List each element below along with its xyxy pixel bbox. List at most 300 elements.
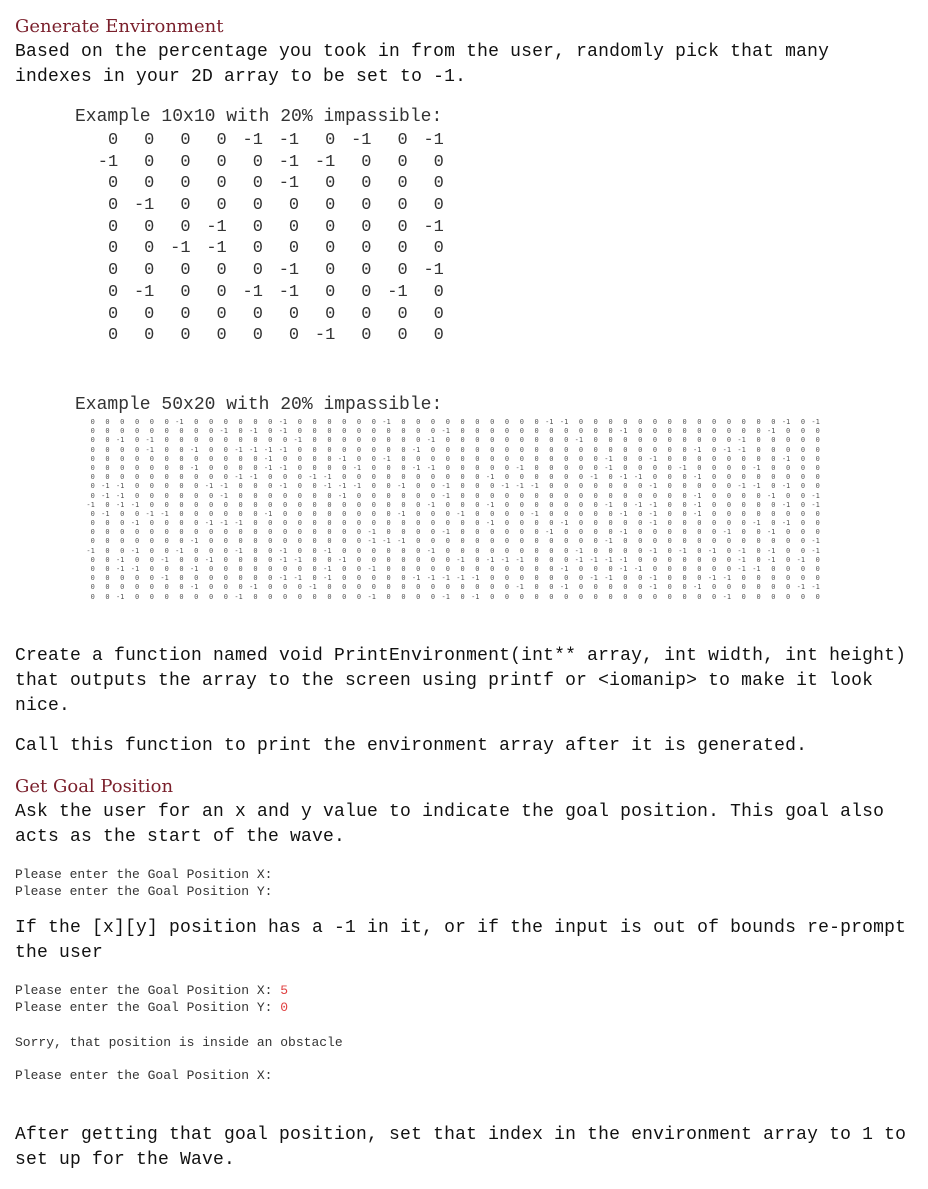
grid-cell: -1: [160, 555, 169, 564]
grid-cell: -1: [737, 482, 746, 491]
grid-cell: 0: [134, 555, 140, 564]
grid-cell: -1: [619, 509, 628, 518]
grid-cell: 0: [593, 500, 598, 509]
grid-cell: 0: [401, 463, 406, 472]
grid-cell: 0: [342, 583, 347, 592]
grid-cell: 0: [238, 574, 243, 583]
grid-cell: 0: [712, 592, 717, 601]
grid-cell: 0: [164, 565, 169, 573]
grid-cell: 0: [386, 436, 391, 445]
grid-cell: 0: [238, 436, 243, 445]
grid-cell: -1: [752, 482, 761, 491]
grid-cell: 0: [578, 454, 584, 463]
grid-cell: 0: [519, 436, 524, 445]
grid-cell: 0: [771, 463, 776, 472]
grid-cell: 0: [623, 445, 628, 454]
grid-cell: 0: [534, 473, 539, 482]
grid-cell: 0: [386, 583, 391, 592]
grid-cell: 0: [490, 436, 495, 445]
grid-cell: 0: [490, 583, 495, 592]
grid-cell: -1: [471, 574, 480, 583]
grid-cell: 0: [194, 592, 199, 601]
grid-cell: -1: [648, 574, 658, 583]
grid-cell: 0: [741, 574, 746, 583]
grid-cell: 0: [549, 454, 554, 463]
grid-cell: 0: [712, 583, 717, 592]
grid-cell: -1: [160, 509, 169, 518]
grid-cell: 0: [578, 445, 584, 454]
grid-cell: 0: [356, 519, 362, 528]
grid-cell: -1: [722, 592, 732, 601]
grid-cell: -1: [678, 546, 687, 555]
grid-cell: 0: [216, 326, 227, 346]
grid-cell: 0: [593, 583, 598, 592]
grid-cell: -1: [387, 282, 408, 302]
grid-cell: 0: [342, 427, 347, 436]
heading-get-goal-position: Get Goal Position: [15, 776, 174, 797]
grid-cell: 0: [430, 528, 436, 537]
grid-cell: 0: [786, 565, 791, 573]
grid-cell: -1: [693, 473, 702, 482]
grid-cell: 0: [534, 537, 539, 546]
grid-cell: 0: [726, 537, 732, 546]
grid-row: [82, 130, 444, 152]
grid-cell: 0: [397, 196, 408, 216]
grid-cell: -1: [633, 500, 643, 509]
grid-cell: -1: [145, 509, 154, 518]
grid-cell: 0: [593, 436, 598, 445]
grid-row: [80, 583, 820, 592]
grid-cell: 0: [371, 519, 376, 528]
grid-cell: 0: [490, 463, 495, 472]
grid-cell: -1: [242, 131, 263, 150]
grid-cell: 0: [194, 427, 199, 436]
grid-cell: 0: [312, 454, 317, 463]
grid-cell: 0: [741, 509, 746, 518]
grid-cell: 0: [756, 418, 761, 426]
grid-cell: 0: [534, 565, 539, 573]
grid-cell: 0: [194, 528, 199, 537]
grid-cell: 0: [371, 445, 376, 454]
grid-cell: 0: [623, 574, 628, 583]
grid-cell: 0: [144, 131, 155, 150]
grid-cell: -1: [97, 152, 119, 172]
grid-cell: 0: [342, 473, 347, 482]
grid-cell: 0: [107, 261, 119, 281]
grid-cell: 0: [164, 436, 169, 445]
grid-cell: 0: [433, 152, 444, 172]
grid-cell: 0: [312, 482, 317, 491]
grid-cell: 0: [519, 491, 524, 500]
grid-cell: 0: [667, 445, 672, 454]
grid-cell: 0: [726, 583, 732, 592]
grid-cell: 0: [771, 537, 776, 546]
grid-cell: 0: [312, 445, 317, 454]
grid-cell: 0: [800, 500, 806, 509]
grid-cell: 0: [519, 445, 524, 454]
grid-cell: 0: [578, 592, 584, 601]
grid-cell: -1: [604, 537, 613, 546]
grid-cell: 0: [120, 509, 125, 518]
grid-cell: 0: [433, 282, 444, 302]
grid-cell: -1: [693, 509, 702, 518]
grid-cell: 0: [149, 565, 154, 573]
grid-cell: 0: [282, 592, 288, 601]
grid-cell: 0: [564, 491, 569, 500]
grid-cell: 0: [623, 491, 628, 500]
grid-cell: 0: [90, 436, 95, 445]
grid-cell: 0: [638, 418, 643, 426]
grid-cell: -1: [367, 592, 376, 601]
grid-cell: 0: [386, 574, 391, 583]
grid-cell: 0: [223, 463, 228, 472]
grid-cell: 0: [120, 427, 125, 436]
grid-cell: -1: [130, 519, 140, 528]
grid-cell: -1: [648, 500, 658, 509]
grid-cell: 0: [356, 418, 362, 426]
grid-cell: 0: [490, 509, 495, 518]
grid-cell: 0: [682, 592, 687, 601]
grid-row: [80, 574, 820, 583]
grid-cell: 0: [386, 491, 391, 500]
grid-cell: 0: [312, 555, 317, 564]
grid-cell: 0: [682, 583, 687, 592]
grid-cell: 0: [815, 436, 820, 445]
grid-cell: 0: [223, 509, 228, 518]
grid-cell: -1: [781, 500, 791, 509]
grid-cell: -1: [352, 482, 362, 491]
grid-cell: 0: [208, 592, 214, 601]
grid-cell: 0: [120, 418, 125, 426]
grid-cell: 0: [312, 546, 317, 555]
grid-cell: 0: [416, 555, 421, 564]
grid-cell: 0: [430, 519, 436, 528]
grid-cell: 0: [216, 261, 227, 281]
grid-cell: 0: [371, 482, 376, 491]
grid-cell: 0: [107, 326, 119, 346]
grid-cell: 0: [460, 427, 465, 436]
grid-cell: -1: [485, 473, 495, 482]
grid-cell: 0: [268, 592, 273, 601]
grid-cell: 0: [534, 463, 539, 472]
grid-cell: 0: [608, 436, 613, 445]
grid-cell: 0: [208, 583, 214, 592]
grid-cell: -1: [604, 574, 613, 583]
grid-cell: 0: [608, 528, 613, 537]
grid-cell: 0: [223, 454, 228, 463]
grid-cell: 0: [105, 454, 110, 463]
grid-cell: 0: [312, 537, 317, 546]
grid-cell: 0: [800, 473, 806, 482]
grid-cell: 0: [697, 528, 702, 537]
grid-cell: 0: [519, 592, 524, 601]
grid-cell: -1: [426, 436, 436, 445]
grid-cell: 0: [105, 519, 110, 528]
grid-cell: 0: [327, 500, 332, 509]
grid-cell: -1: [337, 555, 347, 564]
grid-cell: 0: [667, 473, 672, 482]
grid-cell: 0: [475, 555, 480, 564]
grid-cell: 0: [433, 239, 444, 259]
grid-cell: 0: [371, 473, 376, 482]
grid-row: [80, 427, 820, 436]
input-value-y: 0: [280, 1000, 289, 1015]
grid-cell: 0: [216, 304, 227, 324]
grid-cell: 0: [164, 473, 169, 482]
grid-cell: -1: [707, 546, 717, 555]
grid-cell: 0: [430, 482, 436, 491]
grid-cell: 0: [386, 427, 391, 436]
grid-cell: 0: [578, 473, 584, 482]
grid-cell: 0: [253, 565, 258, 573]
grid-row: [80, 455, 820, 464]
grid-cell: 0: [401, 592, 406, 601]
grid-cell: 0: [179, 528, 184, 537]
grid-cell: 0: [504, 491, 510, 500]
grid-cell: 0: [800, 454, 806, 463]
grid-cell: 0: [697, 463, 702, 472]
grid-cell: 0: [800, 565, 806, 573]
grid-cell: -1: [249, 445, 258, 454]
grid-cell: 0: [90, 445, 95, 454]
grid-cell: 0: [149, 427, 154, 436]
grid-cell: 0: [179, 583, 184, 592]
grid-cell: 0: [149, 528, 154, 537]
grid-cell: 0: [771, 592, 776, 601]
grid-cell: 0: [90, 574, 95, 583]
grid-cell: 0: [401, 583, 406, 592]
grid-cell: 0: [107, 196, 119, 216]
grid-cell: -1: [633, 565, 643, 573]
grid-cell: 0: [179, 565, 184, 573]
grid-cell: 0: [327, 528, 332, 537]
grid-cell: 0: [667, 546, 672, 555]
grid-cell: -1: [219, 491, 228, 500]
grid-cell: -1: [441, 574, 450, 583]
grid-cell: 0: [667, 565, 672, 573]
grid-cell: 0: [638, 546, 643, 555]
grid-cell: 0: [180, 326, 191, 346]
grid-cell: 0: [593, 546, 598, 555]
grid-cell: 0: [90, 491, 95, 500]
grid-cell: 0: [638, 592, 643, 601]
grid-cell: -1: [722, 574, 732, 583]
grid-cell: 0: [180, 282, 191, 302]
grid-cell: 0: [386, 555, 391, 564]
grid-cell: 0: [638, 436, 643, 445]
grid-cell: -1: [426, 574, 436, 583]
grid-cell: 0: [401, 436, 406, 445]
grid-cell: 0: [519, 500, 524, 509]
grid-cell: 0: [460, 445, 465, 454]
grid-cell: 0: [208, 491, 214, 500]
grid-cell: 0: [712, 509, 717, 518]
grid-cell: 0: [564, 592, 569, 601]
grid-cell: 0: [549, 500, 554, 509]
grid-cell: -1: [530, 509, 539, 518]
grid-cell: -1: [242, 282, 263, 302]
grid-cell: -1: [411, 445, 421, 454]
grid-cell: 0: [416, 436, 421, 445]
grid-cell: 0: [282, 500, 288, 509]
grid-cell: 0: [433, 196, 444, 216]
grid-cell: 0: [180, 196, 191, 216]
grid-cell: 0: [756, 509, 761, 518]
grid-cell: 0: [386, 592, 391, 601]
grid-cell: -1: [441, 482, 450, 491]
grid-cell: 0: [667, 592, 672, 601]
grid-cell: 0: [208, 528, 214, 537]
grid-cell: 0: [490, 565, 495, 573]
grid-cell: 0: [682, 537, 687, 546]
grid-cell: 0: [179, 427, 184, 436]
grid-cell: 0: [638, 555, 643, 564]
grid-cell: 0: [697, 418, 702, 426]
grid-cell: -1: [781, 454, 791, 463]
grid-cell: 0: [652, 445, 658, 454]
grid-cell: 0: [430, 537, 436, 546]
grid-cell: 0: [712, 519, 717, 528]
grid-cell: 0: [223, 565, 228, 573]
grid-cell: 0: [386, 509, 391, 518]
grid-cell: 0: [726, 473, 732, 482]
grid-cell: -1: [619, 555, 628, 564]
grid-cell: 0: [756, 427, 761, 436]
grid-cell: 0: [416, 482, 421, 491]
grid-cell: 0: [327, 445, 332, 454]
grid-cell: 0: [430, 418, 436, 426]
grid-cell: 0: [638, 445, 643, 454]
grid-cell: 0: [386, 546, 391, 555]
grid-cell: -1: [145, 445, 154, 454]
grid-cell: 0: [712, 418, 717, 426]
grid-cell: -1: [781, 482, 791, 491]
grid-cell: -1: [767, 427, 776, 436]
grid-cell: 0: [208, 436, 214, 445]
grid-cell: 0: [356, 491, 362, 500]
grid-cell: 0: [288, 304, 300, 324]
grid-cell: 0: [194, 519, 199, 528]
grid-cell: 0: [179, 463, 184, 472]
grid-cell: 0: [490, 454, 495, 463]
grid-cell: -1: [204, 482, 214, 491]
grid-cell: 0: [815, 519, 820, 528]
grid-cell: 0: [475, 427, 480, 436]
grid-cell: -1: [133, 196, 155, 216]
grid-cell: -1: [382, 454, 391, 463]
grid-cell: 0: [519, 565, 524, 573]
grid-cell: 0: [534, 418, 539, 426]
grid-cell: 0: [120, 574, 125, 583]
grid-cell: 0: [268, 418, 273, 426]
grid-cell: 0: [252, 239, 263, 259]
grid-cell: 0: [356, 500, 362, 509]
grid-cell: 0: [208, 537, 214, 546]
grid-cell: 0: [519, 454, 524, 463]
grid-cell: 0: [416, 454, 421, 463]
grid-cell: 0: [327, 427, 332, 436]
grid-cell: 0: [638, 491, 643, 500]
grid-cell: 0: [741, 491, 746, 500]
grid-cell: 0: [771, 482, 776, 491]
console-prompt-block-2: [15, 982, 288, 1016]
grid-cell: 0: [120, 454, 125, 463]
grid-cell: 0: [564, 445, 569, 454]
grid-cell: -1: [559, 418, 569, 426]
grid-cell: 0: [282, 454, 288, 463]
grid-cell: 0: [578, 528, 584, 537]
grid-cell: 0: [90, 555, 95, 564]
grid-cell: 0: [223, 583, 228, 592]
grid-cell: 0: [149, 418, 154, 426]
grid-cell: 0: [504, 528, 510, 537]
grid-cell: -1: [781, 519, 791, 528]
grid-cell: 0: [549, 565, 554, 573]
grid-cell: 0: [445, 537, 450, 546]
grid-cell: 0: [504, 463, 510, 472]
grid-cell: 0: [252, 152, 263, 172]
grid-cell: 0: [361, 304, 372, 324]
grid-cell: 0: [608, 583, 613, 592]
grid-cell: -1: [722, 528, 732, 537]
grid-cell: 0: [356, 574, 362, 583]
grid-cell: -1: [263, 445, 273, 454]
grid-cell: 0: [327, 463, 332, 472]
grid-cell: 0: [741, 418, 746, 426]
grid-cell: 0: [105, 537, 110, 546]
grid-cell: 0: [342, 574, 347, 583]
grid-cell: 0: [697, 592, 702, 601]
grid-cell: -1: [515, 482, 524, 491]
grid-cell: 0: [519, 418, 524, 426]
grid-cell: 0: [401, 445, 406, 454]
grid-cell: 0: [149, 555, 154, 564]
grid-cell: 0: [105, 555, 110, 564]
grid-cell: 0: [815, 528, 820, 537]
grid-cell: 0: [475, 418, 480, 426]
grid-cell: -1: [737, 436, 746, 445]
grid-cell: 0: [771, 519, 776, 528]
grid-cell: 0: [756, 445, 761, 454]
grid-cell: 0: [504, 574, 510, 583]
grid-cell: 0: [325, 131, 336, 150]
grid-cell: 0: [430, 592, 436, 601]
grid-cell: 0: [800, 427, 806, 436]
grid-cell: -1: [382, 418, 391, 426]
grid-cell: 0: [327, 537, 332, 546]
grid-cell: -1: [234, 546, 243, 555]
grid-cell: 0: [401, 454, 406, 463]
grid-cell: -1: [456, 574, 465, 583]
grid-cell: 0: [741, 463, 746, 472]
grid-cell: 0: [238, 418, 243, 426]
grid-cell: -1: [278, 131, 300, 150]
grid-cell: 0: [771, 473, 776, 482]
grid-cell: 0: [253, 592, 258, 601]
grid-cell: -1: [811, 418, 820, 426]
grid-cell: -1: [633, 473, 643, 482]
grid-cell: -1: [678, 463, 687, 472]
grid-cell: 0: [371, 546, 376, 555]
grid-cell: 0: [238, 555, 243, 564]
grid-cell: 0: [564, 482, 569, 491]
grid-cell: 0: [445, 546, 450, 555]
grid-cell: 0: [534, 528, 539, 537]
grid-cell: 0: [144, 239, 155, 259]
grid-cell: 0: [107, 174, 119, 194]
grid-cell: -1: [589, 473, 598, 482]
grid-cell: 0: [741, 537, 746, 546]
